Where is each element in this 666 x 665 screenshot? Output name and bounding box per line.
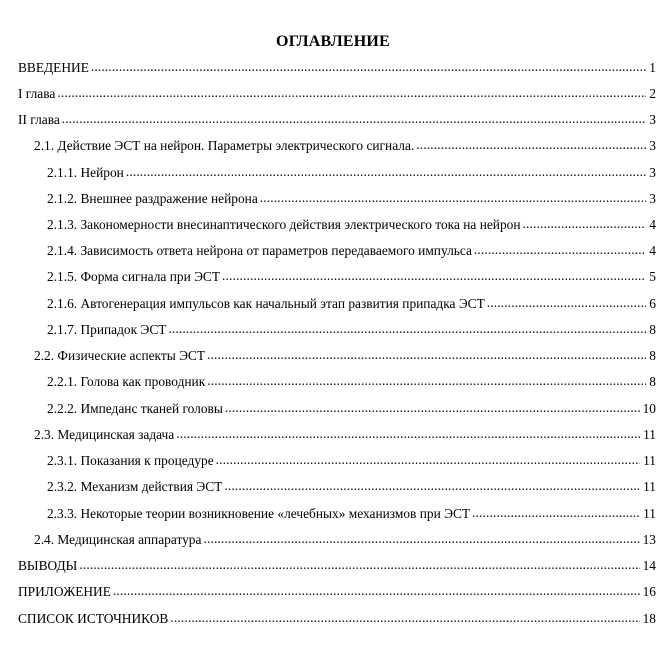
toc-dot-leader bbox=[216, 450, 640, 470]
toc-entry-section-2-1-6[interactable] bbox=[47, 294, 656, 314]
toc-entry-page-number: 4 bbox=[649, 243, 656, 258]
toc-entry-label: 2.1.6. Автогенерация импульсов как начальный этап развития припадка ЭСТ bbox=[47, 296, 485, 311]
toc-entry-section-2-2[interactable] bbox=[34, 346, 656, 366]
toc-dot-leader bbox=[91, 57, 646, 77]
toc-dot-leader bbox=[79, 555, 639, 575]
toc-entry-label: 2.4. Медицинская аппаратура bbox=[34, 532, 202, 547]
toc-entry-label: 2.2. Физические аспекты ЭСТ bbox=[34, 348, 206, 363]
toc-entry-section-2-3-1[interactable] bbox=[47, 451, 656, 471]
toc-entry-section-2-1-2[interactable] bbox=[47, 189, 656, 209]
toc-entry-label: 2.1.2. Внешнее раздражение нейрона bbox=[47, 191, 258, 206]
toc-dot-leader bbox=[487, 293, 647, 313]
toc-dot-leader bbox=[225, 398, 640, 418]
toc-entry-label: СПИСОК ИСТОЧНИКОВ bbox=[18, 611, 169, 626]
toc-entry-page-number: 5 bbox=[649, 269, 656, 284]
toc-entry-page-number: 8 bbox=[649, 374, 656, 389]
toc-entry-label: 2.2.2. Импеданс тканей головы bbox=[47, 401, 223, 416]
toc-entry-label: 2.1.7. Припадок ЭСТ bbox=[47, 322, 167, 337]
toc-dot-leader bbox=[222, 266, 646, 286]
toc-entry-label: 2.3. Медицинская задача bbox=[34, 427, 175, 442]
toc-entry-section-2-1-7[interactable] bbox=[47, 320, 656, 340]
toc-entry-page-number: 3 bbox=[649, 138, 656, 153]
toc-dot-leader bbox=[472, 503, 640, 523]
toc-entry-section-2-1-4[interactable] bbox=[47, 241, 656, 261]
toc-entry-page-number: 16 bbox=[642, 584, 656, 599]
toc-entry-chapter-1[interactable] bbox=[18, 84, 656, 104]
toc-entry-page-number: 8 bbox=[649, 322, 656, 337]
toc-dot-leader bbox=[168, 319, 646, 339]
toc-entry-label: 2.2.1. Голова как проводник bbox=[47, 374, 206, 389]
toc-dot-leader bbox=[224, 476, 640, 496]
toc-dot-leader bbox=[207, 371, 646, 391]
toc-entry-page-number: 6 bbox=[649, 296, 656, 311]
toc-dot-leader bbox=[474, 240, 646, 260]
toc-entry-page-number: 13 bbox=[642, 532, 656, 547]
toc-entry-section-2-1-3[interactable] bbox=[47, 215, 656, 235]
toc-dot-leader bbox=[126, 162, 646, 182]
toc-dot-leader bbox=[203, 529, 639, 549]
toc-entry-page-number: 11 bbox=[643, 427, 656, 442]
toc-entry-introduction[interactable] bbox=[18, 58, 656, 78]
toc-entry-conclusions[interactable] bbox=[18, 556, 656, 576]
toc-entry-section-2-1[interactable] bbox=[34, 136, 656, 156]
toc-entry-label: ВЫВОДЫ bbox=[18, 558, 78, 573]
toc-entry-label: 2.1.1. Нейрон bbox=[47, 165, 124, 180]
toc-entry-section-2-1-5[interactable] bbox=[47, 267, 656, 287]
toc-entry-page-number: 11 bbox=[643, 453, 656, 468]
toc-dot-leader bbox=[170, 608, 639, 628]
toc-entry-appendix[interactable] bbox=[18, 582, 656, 602]
toc-dot-leader bbox=[207, 345, 646, 365]
toc-entry-page-number: 1 bbox=[649, 60, 656, 75]
toc-entry-label: 2.1.5. Форма сигнала при ЭСТ bbox=[47, 269, 221, 284]
toc-dot-leader bbox=[260, 188, 647, 208]
toc-entry-label: 2.1.4. Зависимость ответа нейрона от параметров передаваемого импульса bbox=[47, 243, 472, 258]
toc-dot-leader bbox=[113, 581, 640, 601]
toc-entry-page-number: 3 bbox=[649, 112, 656, 127]
toc-title: ОГЛАВЛЕНИЕ bbox=[276, 33, 390, 50]
toc-entry-page-number: 14 bbox=[642, 558, 656, 573]
toc-entry-section-2-3[interactable] bbox=[34, 425, 656, 445]
toc-entry-section-2-3-2[interactable] bbox=[47, 477, 656, 497]
toc-entry-page-number: 8 bbox=[649, 348, 656, 363]
toc-entry-page-number: 3 bbox=[649, 191, 656, 206]
toc-entry-section-2-4[interactable] bbox=[34, 530, 656, 550]
toc-entry-page-number: 10 bbox=[642, 401, 656, 416]
toc-entry-label: 2.3.1. Показания к процедуре bbox=[47, 453, 214, 468]
toc-entry-page-number: 11 bbox=[643, 479, 656, 494]
toc-entry-page-number: 3 bbox=[649, 165, 656, 180]
toc-entry-chapter-2[interactable] bbox=[18, 110, 656, 130]
toc-entry-label: 2.1.3. Закономерности внесинаптического действия электрического тока на нейрон bbox=[47, 217, 521, 232]
toc-entry-label: 2.1. Действие ЭСТ на нейрон. Параметры электрического сигнала. bbox=[34, 138, 415, 153]
toc-entry-label: II глава bbox=[18, 112, 60, 127]
toc-entry-label: 2.3.3. Некоторые теории возникновение «лечебных» механизмов при ЭСТ bbox=[47, 506, 471, 521]
toc-dot-leader bbox=[176, 424, 640, 444]
toc-dot-leader bbox=[523, 214, 647, 234]
toc-entry-label: I глава bbox=[18, 86, 56, 101]
toc-entry-section-2-2-1[interactable] bbox=[47, 372, 656, 392]
toc-dot-leader bbox=[62, 109, 647, 129]
toc-entry-section-2-1-1[interactable] bbox=[47, 163, 656, 183]
toc-entry-references[interactable] bbox=[18, 609, 656, 629]
toc-entry-label: ПРИЛОЖЕНИЕ bbox=[18, 584, 111, 599]
toc-entry-section-2-3-3[interactable] bbox=[47, 504, 656, 524]
toc-entry-section-2-2-2[interactable] bbox=[47, 399, 656, 419]
toc-entry-page-number: 2 bbox=[649, 86, 656, 101]
toc-entry-page-number: 18 bbox=[642, 611, 656, 626]
toc-entry-label: 2.3.2. Механизм действия ЭСТ bbox=[47, 479, 223, 494]
toc-entry-page-number: 4 bbox=[649, 217, 656, 232]
toc-entry-page-number: 11 bbox=[643, 506, 656, 521]
toc-dot-leader bbox=[57, 83, 646, 103]
toc-dot-leader bbox=[416, 135, 646, 155]
toc-entry-label: ВВЕДЕНИЕ bbox=[18, 60, 89, 75]
